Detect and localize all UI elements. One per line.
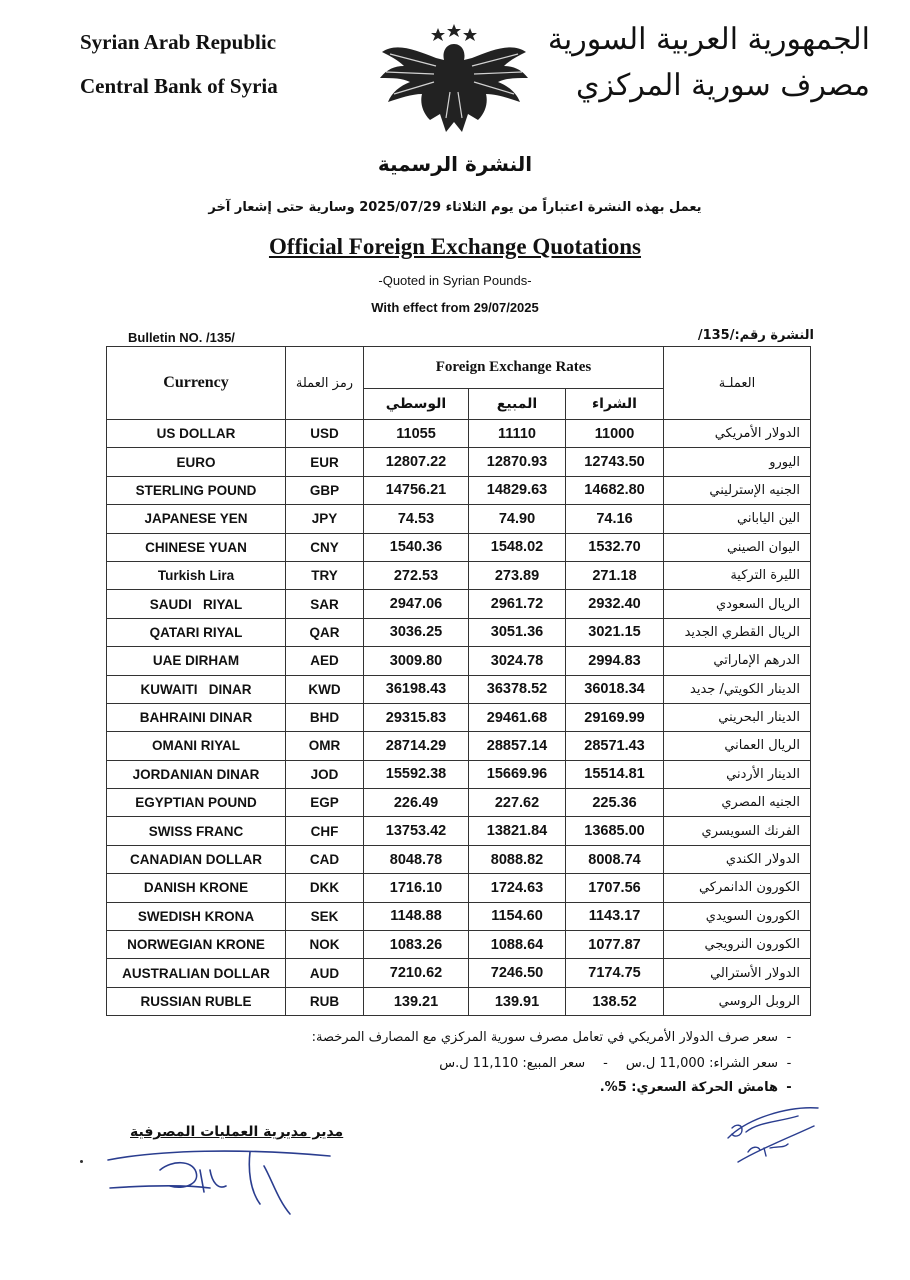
rate-buy: 271.18 (566, 561, 664, 589)
rate-middle: 272.53 (364, 561, 469, 589)
table-row (107, 902, 811, 930)
currency-name-ar: الدينار البحريني (664, 703, 811, 731)
rate-middle: 3009.80 (364, 647, 469, 675)
currency-code: JPY (286, 505, 364, 533)
table-row (107, 561, 811, 589)
rate-middle: 74.53 (364, 505, 469, 533)
handwritten-signature (100, 1130, 340, 1220)
rate-sell: 36378.52 (469, 675, 566, 703)
exchange-rates-table (106, 346, 811, 1016)
currency-name-ar: الروبل الروسي (664, 987, 811, 1015)
country-name-ar: الجمهورية العربية السورية (547, 22, 870, 57)
currency-code: BHD (286, 703, 364, 731)
rate-middle: 2947.06 (364, 590, 469, 618)
table-row (107, 874, 811, 902)
rate-middle: 226.49 (364, 789, 469, 817)
table-row (107, 618, 811, 646)
rate-buy: 1143.17 (566, 902, 664, 930)
currency-code: NOK (286, 931, 364, 959)
handwritten-initials (718, 1098, 828, 1168)
note-buy-sell: -سعر الشراء: 11,000 ل.س-سعر المبيع: 11,110 ل.س (439, 1056, 792, 1071)
rate-sell: 29461.68 (469, 703, 566, 731)
currency-name-ar: الين الياباني (664, 505, 811, 533)
currency-name-ar: اليوان الصيني (664, 533, 811, 561)
currency-code: CNY (286, 533, 364, 561)
header-sell: المبيع (469, 389, 566, 420)
table-row (107, 647, 811, 675)
rate-buy: 1532.70 (566, 533, 664, 561)
currency-name-en: Turkish Lira (107, 561, 286, 589)
signatory-title: مدير مديرية العمليات المصرفية (130, 1124, 344, 1140)
currency-name-ar: الدولار الأسترالي (664, 959, 811, 987)
currency-name-ar: الجنيه المصري (664, 789, 811, 817)
currency-code: CAD (286, 845, 364, 873)
country-name-en: Syrian Arab Republic (80, 30, 277, 54)
rate-middle: 1148.88 (364, 902, 469, 930)
table-row (107, 845, 811, 873)
currency-name-ar: الدينار الكويتي/ جديد (664, 675, 811, 703)
header-currency: Currency (107, 347, 286, 420)
table-row (107, 476, 811, 504)
quoted-currency-note: -Quoted in Syrian Pounds- (378, 273, 532, 288)
rate-sell: 14829.63 (469, 476, 566, 504)
table-row (107, 703, 811, 731)
currency-name-en: SWEDISH KRONA (107, 902, 286, 930)
currency-name-en: AUSTRALIAN DOLLAR (107, 959, 286, 987)
currency-name-ar: الدينار الأردني (664, 760, 811, 788)
rate-middle: 11055 (364, 420, 469, 448)
rate-buy: 11000 (566, 420, 664, 448)
rate-sell: 15669.96 (469, 760, 566, 788)
bank-name-en: Central Bank of Syria (80, 74, 278, 98)
bulletin-number-en: Bulletin NO. /135/ (128, 330, 235, 345)
effective-date: With effect from 29/07/2025 (371, 300, 539, 315)
header-middle: الوسطي (364, 389, 469, 420)
currency-code: SAR (286, 590, 364, 618)
currency-name-en: CANADIAN DOLLAR (107, 845, 286, 873)
rate-middle: 14756.21 (364, 476, 469, 504)
currency-name-en: RUSSIAN RUBLE (107, 987, 286, 1015)
rate-middle: 1716.10 (364, 874, 469, 902)
rate-buy: 138.52 (566, 987, 664, 1015)
rate-buy: 15514.81 (566, 760, 664, 788)
table-row (107, 533, 811, 561)
rate-sell: 1548.02 (469, 533, 566, 561)
currency-name-ar: الكورون النرويجي (664, 931, 811, 959)
currency-code: AED (286, 647, 364, 675)
note-buy-rate: سعر الشراء: 11,000 ل.س (625, 1056, 778, 1071)
rate-buy: 7174.75 (566, 959, 664, 987)
currency-name-ar: الكورون الدانمركي (664, 874, 811, 902)
table-row (107, 420, 811, 448)
bulletin-title-ar: النشرة الرسمية (377, 152, 533, 176)
currency-name-en: SWISS FRANC (107, 817, 286, 845)
rate-buy: 1077.87 (566, 931, 664, 959)
currency-name-ar: الريال العماني (664, 732, 811, 760)
rate-middle: 1540.36 (364, 533, 469, 561)
eagle-emblem-icon (376, 22, 532, 140)
note-sell-rate: سعر المبيع: 11,110 ل.س (439, 1056, 586, 1071)
currency-name-en: CHINESE YUAN (107, 533, 286, 561)
rate-buy: 14682.80 (566, 476, 664, 504)
note-usd-rate-text: سعر صرف الدولار الأمريكي في تعامل مصرف سورية المركزي مع المصارف المرخصة: (311, 1030, 778, 1045)
rate-buy: 3021.15 (566, 618, 664, 646)
rate-middle: 7210.62 (364, 959, 469, 987)
currency-name-en: UAE DIRHAM (107, 647, 286, 675)
currency-name-ar: الدرهم الإماراتي (664, 647, 811, 675)
currency-code: RUB (286, 987, 364, 1015)
rate-middle: 15592.38 (364, 760, 469, 788)
table-row (107, 732, 811, 760)
rate-sell: 1724.63 (469, 874, 566, 902)
currency-code: EGP (286, 789, 364, 817)
currency-name-ar: الدولار الأمريكي (664, 420, 811, 448)
table-row (107, 448, 811, 476)
currency-name-en: BAHRAINI DINAR (107, 703, 286, 731)
table-row (107, 505, 811, 533)
currency-name-en: QATARI RIYAL (107, 618, 286, 646)
rate-sell: 3024.78 (469, 647, 566, 675)
rate-middle: 36198.43 (364, 675, 469, 703)
rate-buy: 36018.34 (566, 675, 664, 703)
note-margin-text: هامش الحركة السعري: 5%. (599, 1080, 778, 1095)
currency-code: KWD (286, 675, 364, 703)
bulletin-subtitle-ar: يعمل بهذه النشرة اعتباراً من يوم الثلاثاء 2025/07/29 وسارية حتى إشعار آخر (208, 200, 702, 215)
currency-name-ar: الريال السعودي (664, 590, 811, 618)
rate-middle: 12807.22 (364, 448, 469, 476)
rate-buy: 12743.50 (566, 448, 664, 476)
rate-sell: 227.62 (469, 789, 566, 817)
currency-name-ar: الريال القطري الجديد (664, 618, 811, 646)
currency-name-en: OMANI RIYAL (107, 732, 286, 760)
currency-name-en: NORWEGIAN KRONE (107, 931, 286, 959)
table-row (107, 789, 811, 817)
currency-code: SEK (286, 902, 364, 930)
table-row (107, 987, 811, 1015)
table-row (107, 675, 811, 703)
rate-sell: 8088.82 (469, 845, 566, 873)
rate-sell: 74.90 (469, 505, 566, 533)
table-row (107, 590, 811, 618)
currency-name-en: JAPANESE YEN (107, 505, 286, 533)
rate-sell: 139.91 (469, 987, 566, 1015)
currency-name-en: EURO (107, 448, 286, 476)
currency-name-ar: الدولار الكندي (664, 845, 811, 873)
currency-code: QAR (286, 618, 364, 646)
rate-sell: 7246.50 (469, 959, 566, 987)
header-rates: Foreign Exchange Rates (364, 347, 664, 389)
currency-code: JOD (286, 760, 364, 788)
rate-sell: 273.89 (469, 561, 566, 589)
table-row (107, 931, 811, 959)
rate-sell: 28857.14 (469, 732, 566, 760)
currency-code: OMR (286, 732, 364, 760)
rate-buy: 1707.56 (566, 874, 664, 902)
header-currency-ar: العملـة (664, 347, 811, 420)
currency-name-ar: الجنيه الإسترليني (664, 476, 811, 504)
rate-sell: 3051.36 (469, 618, 566, 646)
currency-code: USD (286, 420, 364, 448)
currency-code: GBP (286, 476, 364, 504)
rate-buy: 29169.99 (566, 703, 664, 731)
rate-sell: 13821.84 (469, 817, 566, 845)
currency-code: AUD (286, 959, 364, 987)
table-row (107, 817, 811, 845)
scan-speck (80, 1160, 83, 1163)
rate-buy: 2994.83 (566, 647, 664, 675)
rate-buy: 74.16 (566, 505, 664, 533)
currency-code: TRY (286, 561, 364, 589)
rate-buy: 13685.00 (566, 817, 664, 845)
rate-buy: 2932.40 (566, 590, 664, 618)
currency-name-ar: الليرة التركية (664, 561, 811, 589)
note-margin: -هامش الحركة السعري: 5%. (599, 1080, 792, 1095)
currency-name-en: SAUDI RIYAL (107, 590, 286, 618)
rate-buy: 225.36 (566, 789, 664, 817)
rate-sell: 1088.64 (469, 931, 566, 959)
currency-name-en: STERLING POUND (107, 476, 286, 504)
rate-sell: 2961.72 (469, 590, 566, 618)
rate-sell: 1154.60 (469, 902, 566, 930)
header-currency-code: رمز العملة (286, 347, 364, 420)
bank-name-ar: مصرف سورية المركزي (575, 68, 870, 103)
rate-middle: 3036.25 (364, 618, 469, 646)
table-row (107, 760, 811, 788)
rate-middle: 8048.78 (364, 845, 469, 873)
table-row (107, 959, 811, 987)
currency-name-en: US DOLLAR (107, 420, 286, 448)
header-buy: الشراء (566, 389, 664, 420)
currency-name-ar: اليورو (664, 448, 811, 476)
rate-buy: 28571.43 (566, 732, 664, 760)
rate-buy: 8008.74 (566, 845, 664, 873)
currency-name-en: EGYPTIAN POUND (107, 789, 286, 817)
rate-middle: 13753.42 (364, 817, 469, 845)
rate-middle: 29315.83 (364, 703, 469, 731)
currency-name-ar: الفرنك السويسري (664, 817, 811, 845)
bulletin-title-en: Official Foreign Exchange Quotations (268, 234, 642, 259)
rate-sell: 11110 (469, 420, 566, 448)
bulletin-number-ar: النشرة رقم:/135/ (697, 328, 814, 343)
rate-middle: 139.21 (364, 987, 469, 1015)
currency-code: DKK (286, 874, 364, 902)
currency-name-en: KUWAITI DINAR (107, 675, 286, 703)
currency-code: EUR (286, 448, 364, 476)
currency-name-en: JORDANIAN DINAR (107, 760, 286, 788)
currency-name-en: DANISH KRONE (107, 874, 286, 902)
rate-middle: 28714.29 (364, 732, 469, 760)
currency-name-ar: الكورون السويدي (664, 902, 811, 930)
currency-code: CHF (286, 817, 364, 845)
note-usd-rate: -سعر صرف الدولار الأمريكي في تعامل مصرف سورية المركزي مع المصارف المرخصة: (311, 1030, 792, 1045)
rate-middle: 1083.26 (364, 931, 469, 959)
rate-sell: 12870.93 (469, 448, 566, 476)
